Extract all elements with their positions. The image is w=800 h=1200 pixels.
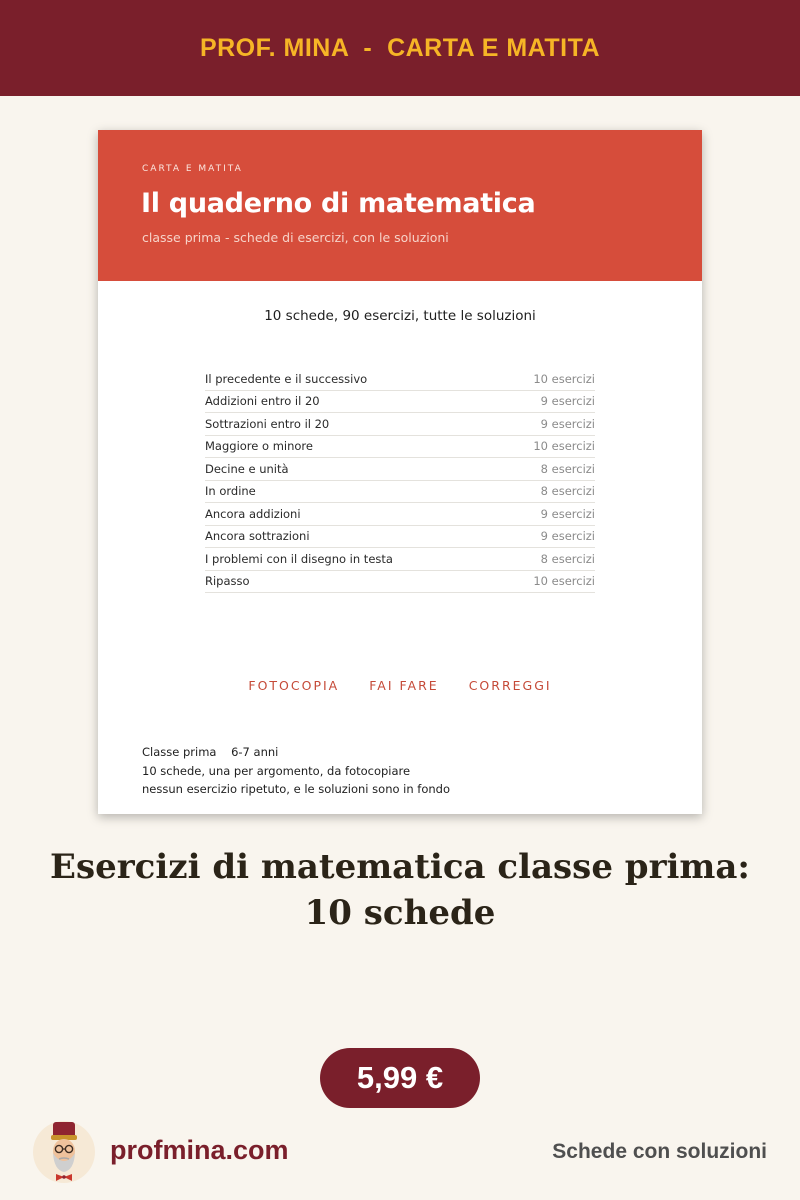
topic-count: 8 esercizi xyxy=(540,461,595,476)
cover-header xyxy=(98,130,702,281)
topic-count: 9 esercizi xyxy=(540,394,595,409)
series-label: CARTA E MATITA xyxy=(142,164,243,174)
cover-footer-line: nessun esercizio ripetuto, e le soluzioni sono in fondo xyxy=(142,782,451,796)
action-fotocopia: FOTOCOPIA xyxy=(248,678,340,693)
book-title: Il quaderno di matematica xyxy=(141,188,536,219)
topic-row xyxy=(205,571,595,594)
topic-count: 9 esercizi xyxy=(540,506,595,521)
topic-count: 9 esercizi xyxy=(540,529,595,544)
product-title xyxy=(0,844,800,936)
topic-row xyxy=(205,391,595,414)
topic-row xyxy=(205,503,595,526)
cover-actions xyxy=(98,678,702,693)
topic-count: 8 esercizi xyxy=(540,484,595,499)
topic-name: Maggiore o minore xyxy=(205,439,313,454)
tagline: Schede con soluzioni xyxy=(552,1140,767,1163)
topic-name: Il precedente e il successivo xyxy=(205,371,368,386)
topic-row xyxy=(205,548,595,571)
price-badge[interactable] xyxy=(320,1048,480,1108)
price-text: 5,99 € xyxy=(356,1060,444,1095)
topic-name: Addizioni entro il 20 xyxy=(205,394,320,409)
topic-row xyxy=(205,436,595,459)
topic-row xyxy=(205,413,595,436)
book-subtitle: classe prima - schede di esercizi, con le soluzioni xyxy=(142,230,449,245)
topic-row xyxy=(205,481,595,504)
topic-count: 9 esercizi xyxy=(540,416,595,431)
topic-name: Ripasso xyxy=(205,574,250,589)
site-link[interactable]: profmina.com xyxy=(110,1135,289,1165)
action-fai-fare: FAI FARE xyxy=(369,678,439,693)
cover-footer xyxy=(142,743,450,799)
cover-footer-line: 10 schede, una per argomento, da fotocopiare xyxy=(142,763,411,778)
topic-count: 10 esercizi xyxy=(533,574,595,589)
book-cover[interactable] xyxy=(98,130,702,814)
top-banner xyxy=(0,0,800,96)
topic-list xyxy=(205,368,595,593)
cover-footer-line: Classe prima 6-7 anni xyxy=(142,745,279,759)
topic-name: I problemi con il disegno in testa xyxy=(205,551,393,566)
topic-name: Sottrazioni entro il 20 xyxy=(205,416,330,431)
topic-count: 10 esercizi xyxy=(533,371,595,386)
topic-name: Decine e unità xyxy=(205,461,289,476)
topic-name: Ancora sottrazioni xyxy=(205,529,310,544)
topic-row xyxy=(205,368,595,391)
product-title-line: Esercizi di matematica classe prima: xyxy=(50,847,750,887)
topic-count: 8 esercizi xyxy=(540,551,595,566)
action-correggi: CORREGGI xyxy=(468,678,552,693)
cover-summary: 10 schede, 90 esercizi, tutte le soluzioni xyxy=(264,308,536,324)
topic-name: Ancora addizioni xyxy=(205,506,301,521)
professor-avatar-icon xyxy=(32,1120,96,1184)
topic-count: 10 esercizi xyxy=(533,439,595,454)
topic-row xyxy=(205,526,595,549)
banner-title: PROF. MINA - CARTA E MATITA xyxy=(199,33,601,62)
product-title-line: 10 schede xyxy=(304,893,496,933)
topic-row xyxy=(205,458,595,481)
topic-name: In ordine xyxy=(205,484,256,499)
